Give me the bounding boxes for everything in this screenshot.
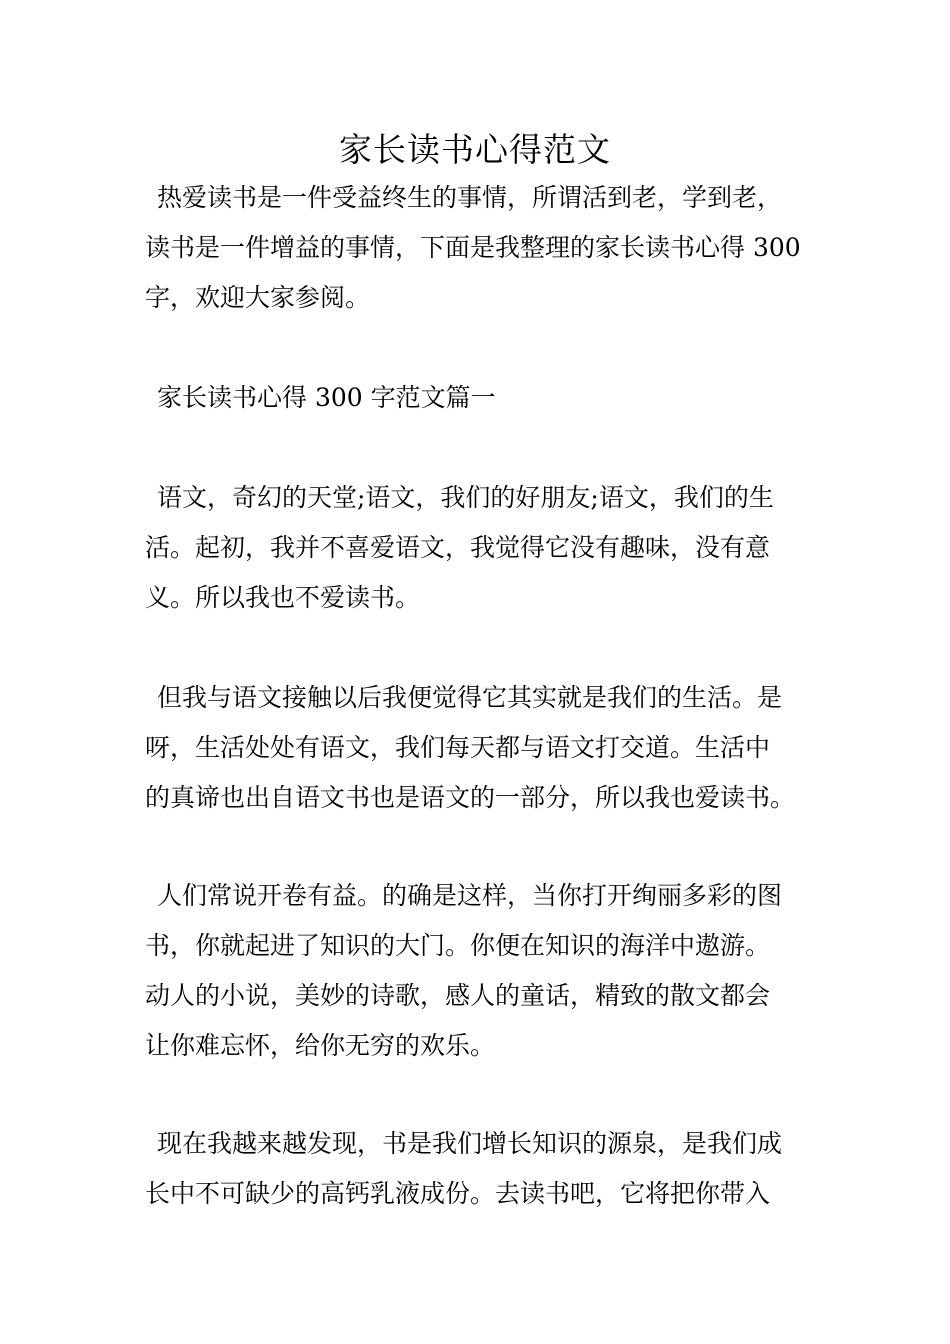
text-line: 义。所以我也不爱读书。 [145,583,421,612]
page-title: 家长读书心得范文 [339,130,611,169]
section-heading: 家长读书心得 300 字范文篇一 [157,383,496,412]
text-line: 让你难忘怀，给你无穷的欢乐。 [145,1031,496,1060]
text-line: 的真谛也出自语文书也是语文的一部分，所以我也爱读书。 [145,783,796,812]
text-line: 语文，奇幻的天堂;语文，我们的好朋友;语文，我们的生 [157,483,774,512]
text-line: 人们常说开卷有益。的确是这样，当你打开绚丽多彩的图 [157,881,783,910]
text-line: 字，欢迎大家参阅。 [145,283,371,312]
text-line: 呀，生活处处有语文，我们每天都与语文打交道。生活中 [145,733,771,762]
text-line: 书，你就起进了知识的大门。你便在知识的海洋中遨游。 [145,931,771,960]
text-line: 但我与语文接触以后我便觉得它其实就是我们的生活。是 [157,683,783,712]
text-line: 长中不可缺少的高钙乳液成份。去读书吧，它将把你带入 [145,1179,771,1208]
text-line: 热爱读书是一件受益终生的事情，所谓活到老，学到老， [157,183,783,212]
text-line: 读书是一件增益的事情，下面是我整理的家长读书心得 300 [145,233,801,262]
text-line: 现在我越来越发现，书是我们增长知识的源泉，是我们成 [157,1129,783,1158]
text-line: 活。起初，我并不喜爱语文，我觉得它没有趣味，没有意 [145,533,771,562]
text-line: 动人的小说，美妙的诗歌，感人的童话，精致的散文都会 [145,981,771,1010]
